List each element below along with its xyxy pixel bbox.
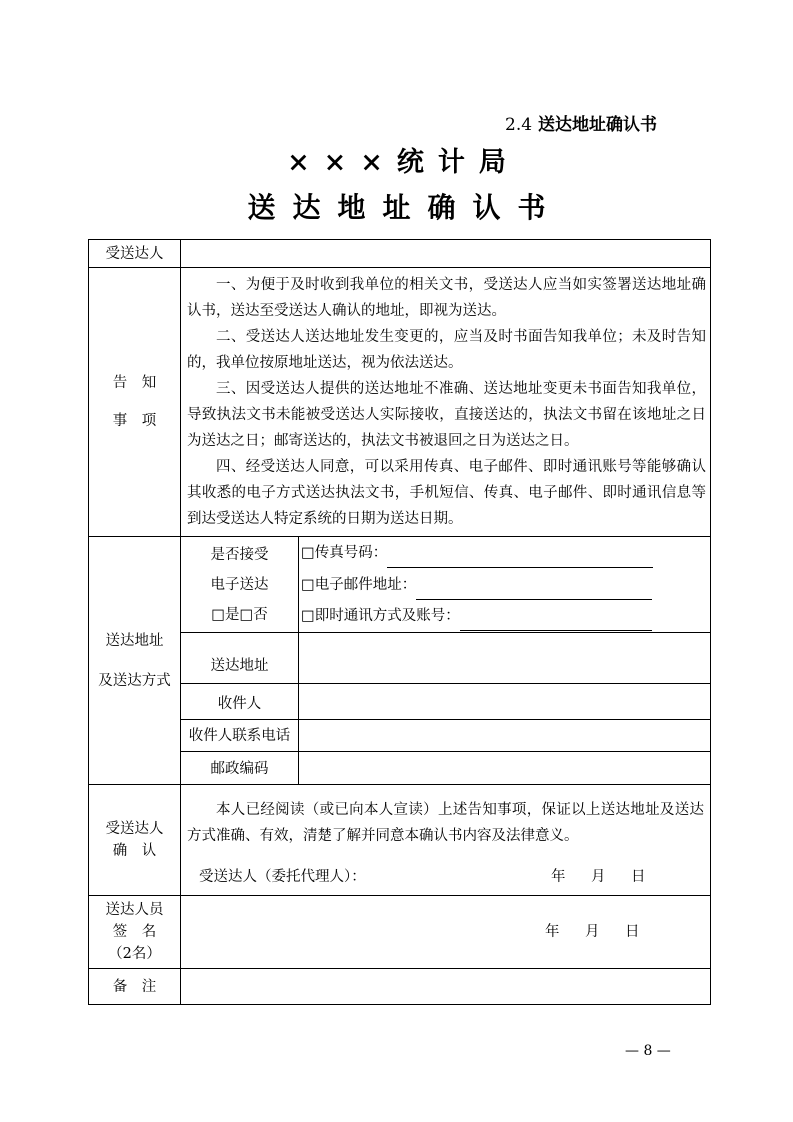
notice-label-line1: 告 知 bbox=[112, 375, 157, 391]
staff-label bbox=[89, 896, 181, 969]
electronic-consent-choice[interactable]: □是□否 bbox=[211, 606, 268, 623]
recipient-row bbox=[89, 240, 711, 268]
email-checkbox-label[interactable]: □电子邮件地址： bbox=[301, 576, 417, 593]
staff-date-year: 年 bbox=[545, 924, 560, 940]
email-option bbox=[299, 569, 711, 601]
section-number: 2.4 bbox=[505, 115, 533, 135]
staff-signature-field[interactable] bbox=[181, 896, 711, 969]
confirm-text: 本人已经阅读（或已向本人宣读）上述告知事项，保证以上送达地址及送达方式准确、有效，清楚了解并同意本确认书内容及法律意义。 bbox=[187, 802, 704, 844]
im-option bbox=[299, 601, 711, 633]
document-title: 送达地址确认书 bbox=[247, 191, 563, 224]
fax-row bbox=[89, 537, 711, 569]
receiver-label: 收件人 bbox=[181, 684, 299, 720]
electronic-consent-line2: 电子送达 bbox=[210, 576, 269, 593]
staff-date-day: 日 bbox=[625, 924, 640, 940]
remarks-row bbox=[89, 969, 711, 1005]
address-method-label-line1: 送达地址 bbox=[105, 632, 164, 649]
staff-label-line2: 签 名 bbox=[112, 924, 157, 940]
confirm-signature-row bbox=[187, 861, 704, 891]
section-title: 送达地址确认书 bbox=[537, 115, 657, 135]
postal-code-row bbox=[89, 752, 711, 785]
im-account-line[interactable] bbox=[460, 612, 652, 631]
staff-row bbox=[89, 896, 711, 969]
staff-label-line1: 送达人员 bbox=[105, 902, 164, 918]
confirm-date-year: 年 bbox=[551, 869, 566, 885]
notice-row bbox=[89, 268, 711, 537]
notice-content bbox=[181, 268, 711, 537]
delivery-address-field[interactable] bbox=[299, 633, 711, 684]
notice-paragraph-3: 三、因受送达人提供的送达地址不准确、送达地址变更未书面告知我单位，导致执法文书未能被受送达人实际接收，直接送达的，执法文书留在该地址之日为送达之日；邮寄送达的，执法文书被退回之日为送达之日。 bbox=[187, 381, 706, 449]
notice-paragraph-1: 一、为便于及时收到我单位的相关文书，受送达人应当如实签署送达地址确认书，送达至受送达人确认的地址，即视为送达。 bbox=[187, 277, 706, 319]
agency-title: ×××统计局 bbox=[287, 147, 520, 178]
receiver-row bbox=[89, 684, 711, 720]
receiver-phone-field[interactable] bbox=[299, 720, 711, 752]
confirm-label-line2: 确 认 bbox=[112, 843, 157, 859]
delivery-address-label: 送达地址 bbox=[181, 633, 299, 684]
im-checkbox-label[interactable]: □即时通讯方式及账号： bbox=[301, 608, 460, 625]
delivery-address-row bbox=[89, 633, 711, 684]
recipient-field[interactable] bbox=[181, 240, 711, 268]
confirm-label bbox=[89, 785, 181, 896]
confirm-content bbox=[181, 785, 711, 896]
notice-paragraph-4: 四、经受送达人同意，可以采用传真、电子邮件、即时通讯账号等能够确认其收悉的电子方式送达执法文书，手机短信、传真、电子邮件、即时通讯信息等到达受送达人特定系统的日期为送达日期。 bbox=[187, 459, 706, 527]
page-number: — 8 — bbox=[625, 1043, 671, 1059]
notice-paragraph-2: 二、受送达人送达地址发生变更的，应当及时书面告知我单位；未及时告知的，我单位按原地址送达，视为依法送达。 bbox=[187, 329, 706, 371]
notice-label-line2: 事 项 bbox=[112, 413, 157, 429]
confirm-row bbox=[89, 785, 711, 896]
address-method-label bbox=[89, 537, 181, 785]
receiver-field[interactable] bbox=[299, 684, 711, 720]
staff-date-month: 月 bbox=[585, 924, 600, 940]
fax-checkbox-label[interactable]: □传真号码： bbox=[301, 544, 388, 561]
notice-label bbox=[89, 268, 181, 537]
fax-option bbox=[299, 537, 711, 569]
electronic-consent-line1: 是否接受 bbox=[210, 546, 269, 563]
confirmation-form bbox=[88, 239, 711, 1005]
confirm-date-day: 日 bbox=[631, 869, 646, 885]
remarks-label: 备 注 bbox=[89, 969, 181, 1005]
confirm-date-month: 月 bbox=[591, 869, 606, 885]
receiver-phone-row bbox=[89, 720, 711, 752]
confirm-label-line1: 受送达人 bbox=[105, 821, 164, 837]
remarks-field[interactable] bbox=[181, 969, 711, 1005]
section-label bbox=[505, 110, 657, 135]
address-method-label-line2: 及送达方式 bbox=[98, 672, 171, 689]
staff-label-line3: （2名） bbox=[108, 946, 161, 962]
recipient-label: 受送达人 bbox=[89, 240, 181, 268]
receiver-phone-label: 收件人联系电话 bbox=[181, 720, 299, 752]
confirm-signer-label: 受送达人（委托代理人）： bbox=[199, 869, 366, 885]
postal-code-field[interactable] bbox=[299, 752, 711, 785]
electronic-consent-cell bbox=[181, 537, 299, 633]
postal-code-label: 邮政编码 bbox=[181, 752, 299, 785]
fax-number-line[interactable] bbox=[387, 549, 653, 568]
email-address-line[interactable] bbox=[416, 581, 652, 600]
